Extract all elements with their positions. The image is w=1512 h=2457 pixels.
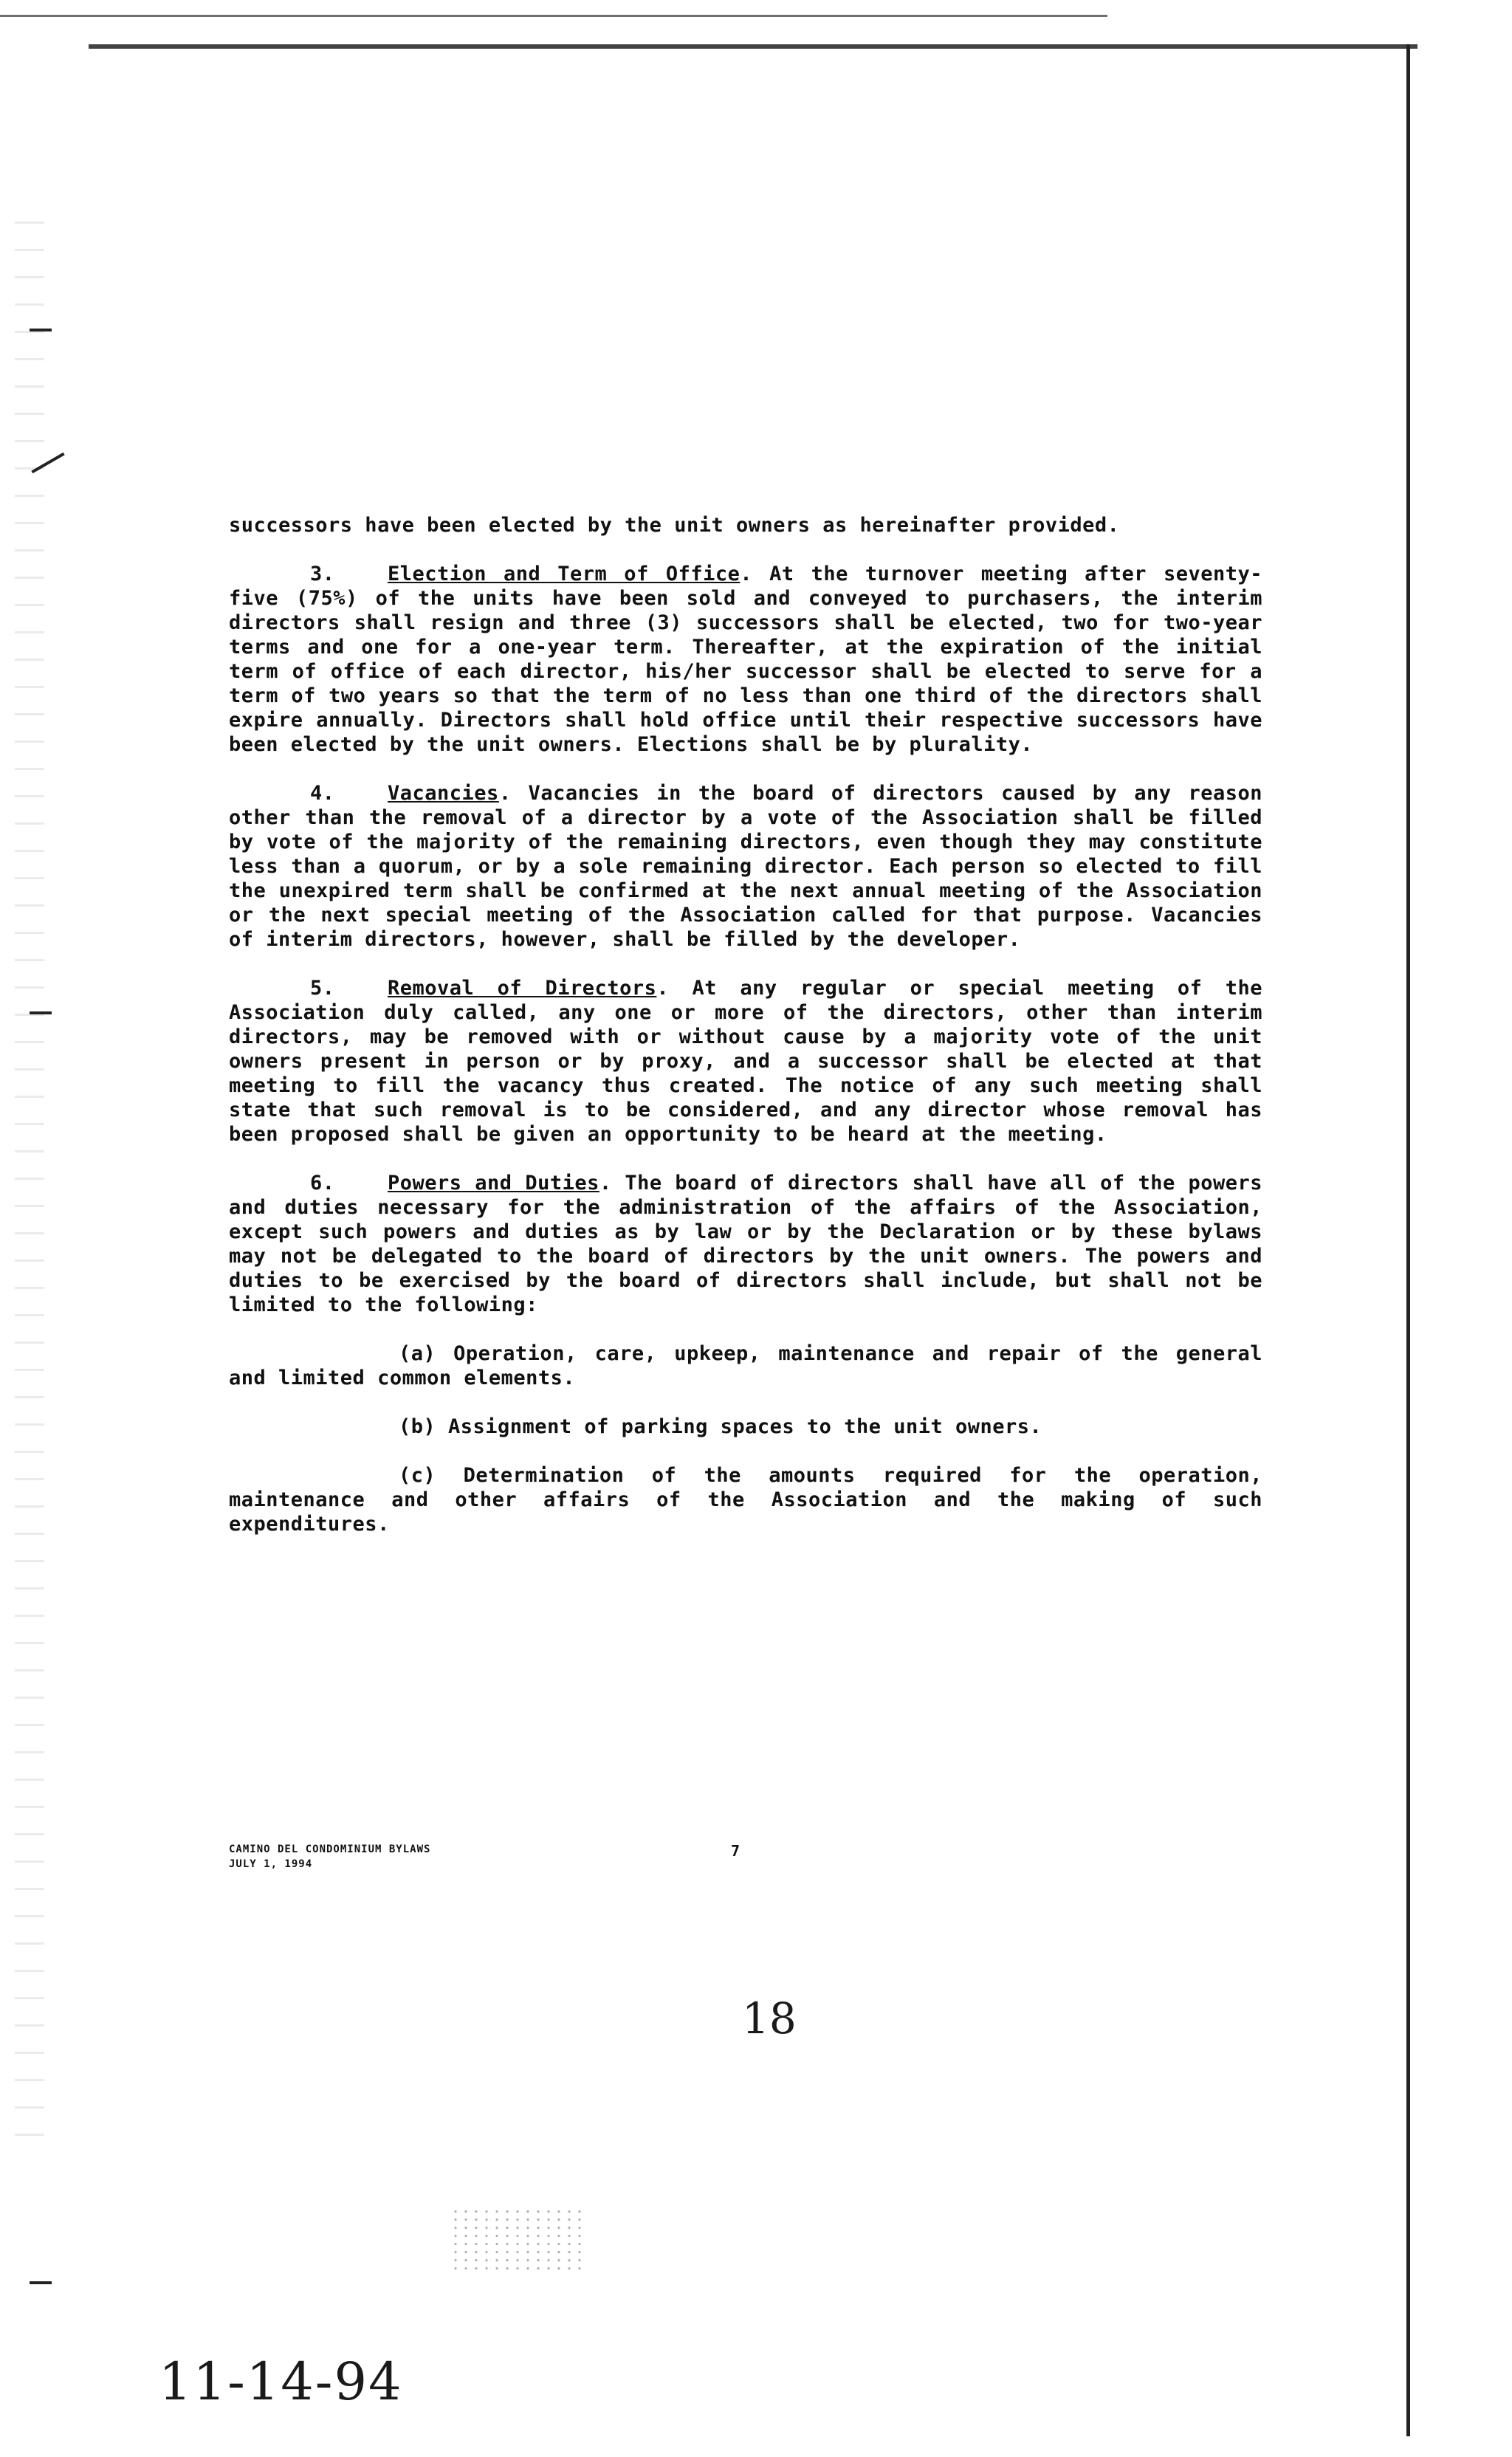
section-number: 6. xyxy=(310,1172,335,1195)
scan-mark xyxy=(30,2281,52,2284)
section-4 xyxy=(229,781,1275,952)
section-heading: Powers and Duties xyxy=(388,1172,599,1195)
scan-edge-top-thin xyxy=(0,15,1107,17)
section-3 xyxy=(229,562,1275,757)
section-heading: Removal of Directors xyxy=(388,977,657,1000)
section-number: 5. xyxy=(310,977,335,1000)
scan-speckle-left xyxy=(15,221,44,2141)
section-5 xyxy=(229,976,1275,1147)
section-number: 3. xyxy=(310,563,335,585)
page-number: 7 xyxy=(731,1842,740,1860)
section-heading: Election and Term of Office xyxy=(388,563,740,585)
subitem-text: (b) Assignment of parking spaces to the unit owners. xyxy=(399,1415,1042,1438)
section-heading: Vacancies xyxy=(388,782,499,805)
subitem-text: (c) Determination of the amounts required for the operation, maintenance and other affairs of the Association and the making of such expenditures. xyxy=(229,1464,1262,1536)
subitem-text: (a) Operation, care, upkeep, maintenance and repair of the general and limited common elements. xyxy=(229,1342,1262,1389)
footer-title: CAMINO DEL CONDOMINIUM BYLAWS xyxy=(229,1843,431,1855)
handwritten-page-mark: 18 xyxy=(742,1993,797,2044)
handwritten-date: 11-14-94 xyxy=(159,2351,403,2412)
section-text: . The board of directors shall have all of the powers and duties necessary for the administration of the affairs of the Association, except such powers and duties as by law or by the Declaration or by these bylaws may not be delegated to the board of directors by the unit owners. The powers and duties to be exercised by the board of directors shall include, but shall not be limited to the following: xyxy=(229,1172,1275,1316)
subitem-b xyxy=(229,1415,1262,1439)
document-footer xyxy=(229,1842,430,1872)
scan-edge-top xyxy=(89,44,1418,49)
paragraph-text: successors have been elected by the unit owners as hereinafter provided. xyxy=(229,514,1120,537)
section-text: . Vacancies in the board of directors caused by any reason other than the removal of a director by a vote of the Association shall be filled by vote of the majority of the remaining directors, even though they may constitute less than a quorum, or by a sole remaining director. Each person so elected to fill the unexpired term shall be confirmed at the next annual meeting of the Association or the next special meeting of the Association called for that purpose. Vacancies of interim directors, however, shall be filled by the developer. xyxy=(229,782,1275,951)
subitem-a xyxy=(229,1341,1262,1390)
section-text: . At any regular or special meeting of the Association duly called, any one or more of the directors, other than interim directors, may be removed with or without cause by a majority vote of the unit owners present in person or by proxy, and a successor shall be elected at that meeting to fill the vacancy thus created. The notice of any such meeting shall state that such removal is to be considered, and any director whose removal has been proposed shall be given an opportunity to be heard at the meeting. xyxy=(229,977,1275,1146)
section-text: . At the turnover meeting after seventy-five (75%) of the units have been sold and conveyed to purchasers, the interim directors shall resign and three (3) successors shall be elected, two for two-year terms and one for a one-year term. Thereafter, at the expiration of the initial term of office of each director, his/her successor shall be elected to serve for a term of two years so that the term of no less than one third of the directors shall expire annually. Directors shall hold office until their respective successors have been elected by the unit owners. Elections shall be by plurality. xyxy=(229,563,1275,756)
scan-mark xyxy=(30,1011,52,1014)
footer-date: JULY 1, 1994 xyxy=(229,1858,313,1870)
paragraph-continuation xyxy=(229,513,1262,537)
section-6 xyxy=(229,1171,1275,1317)
scan-edge-right xyxy=(1406,44,1410,2436)
subitem-c xyxy=(229,1463,1262,1536)
scan-mark xyxy=(30,329,52,331)
document-body xyxy=(229,513,1275,1561)
section-number: 4. xyxy=(310,782,335,805)
scan-speckle-bottom xyxy=(450,2207,583,2274)
